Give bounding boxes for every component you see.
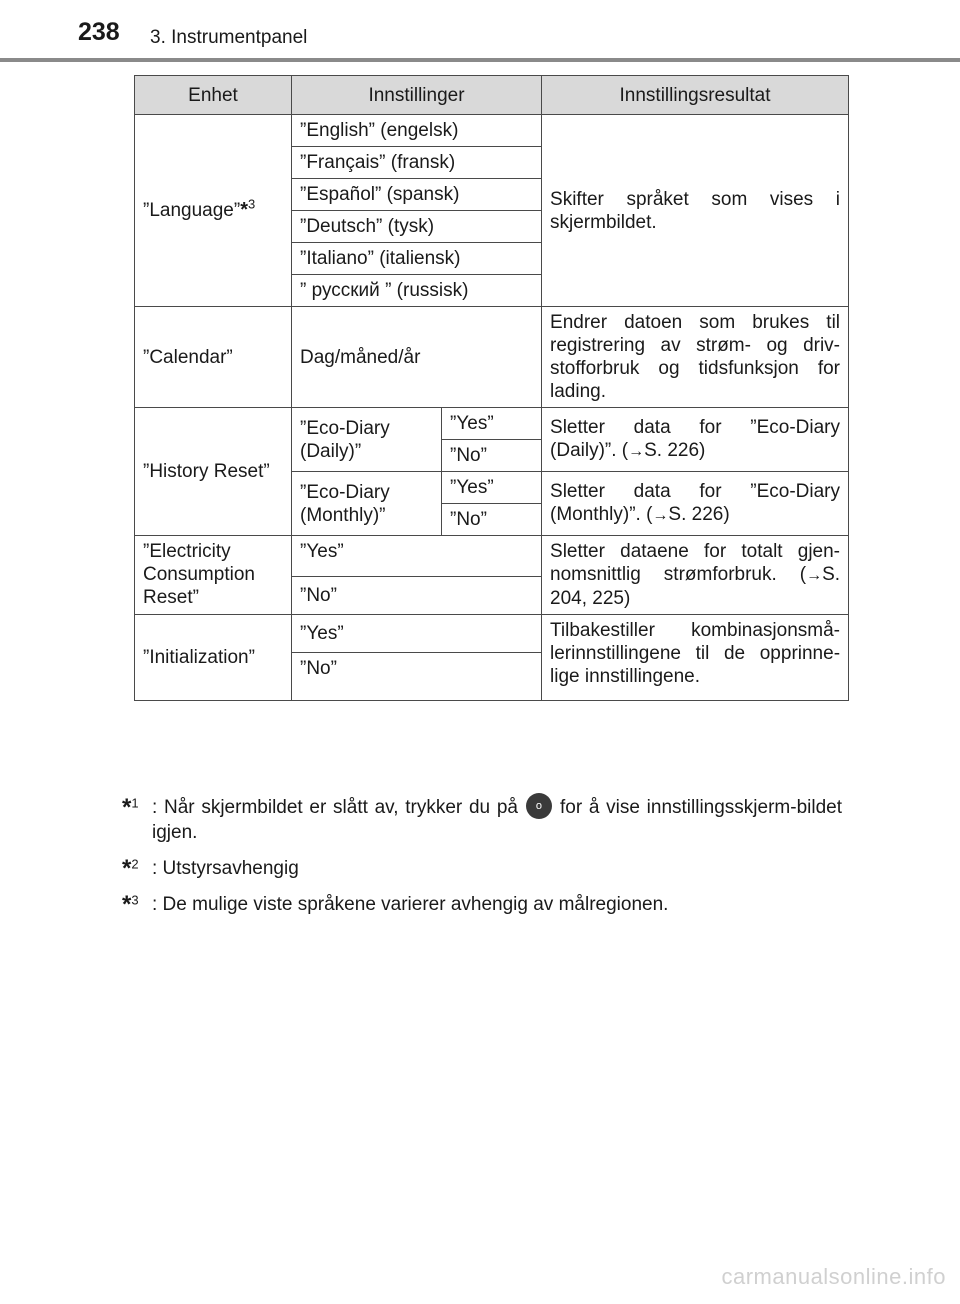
eco-diary-monthly-no: ”No”: [442, 504, 542, 536]
electricity-reset-result: Sletter dataene for totalt gjen-nomsnittlig strømforbruk. (: [550, 541, 841, 585]
header-rule: [0, 58, 960, 62]
table-row: [135, 115, 849, 147]
eco-diary-monthly-result-cell: [542, 472, 849, 536]
table-row: [135, 536, 849, 577]
language-option: ”Español” (spansk): [292, 179, 542, 211]
initialization-unit: ”Initialization”: [135, 615, 292, 701]
eco-diary-daily-no: ”No”: [442, 440, 542, 472]
initialization-result: Tilbakestiller kombinasjonsmå-lerinnstillingene til de opprinne-lige innstillingene.: [542, 615, 849, 701]
eco-diary-monthly-page-ref: S. 226): [668, 504, 730, 525]
language-option: ”Italiano” (italiensk): [292, 243, 542, 275]
calendar-result: Endrer datoen som brukes til registrering av strøm- og driv-stofforbruk og tidsfunksjon for lading.: [542, 307, 849, 408]
eco-diary-daily-page-ref: S. 226): [644, 440, 706, 461]
arrow-right-icon: →: [652, 507, 669, 524]
footnote-star-icon: *: [122, 855, 132, 882]
eco-diary-daily-yes: ”Yes”: [442, 408, 542, 440]
column-header-unit: Enhet: [135, 76, 292, 115]
footnote-2: [122, 856, 842, 881]
footnote-3-number: 3: [131, 892, 139, 908]
eco-diary-monthly-name: ”Eco-Diary (Monthly)”: [292, 472, 442, 536]
history-reset-unit: ”History Reset”: [135, 408, 292, 536]
arrow-right-icon: →: [628, 443, 645, 460]
language-option: ”Deutsch” (tysk): [292, 211, 542, 243]
table-row: [135, 615, 849, 653]
language-option: ”English” (engelsk): [292, 115, 542, 147]
eco-diary-daily-result: Sletter data for ”Eco-Diary (Daily)”. (: [550, 417, 841, 461]
eco-diary-daily-result-cell: [542, 408, 849, 472]
footnote-2-text: : Utstyrsavhengig: [152, 858, 299, 879]
eco-diary-monthly-yes: ”Yes”: [442, 472, 542, 504]
calendar-setting: Dag/måned/år: [292, 307, 542, 408]
footnotes: [122, 795, 842, 928]
column-header-result: Innstillingsresultat: [542, 76, 849, 115]
language-option: ” русский ” (russisk): [292, 275, 542, 307]
chapter-title: 3. Instrumentpanel: [150, 27, 308, 48]
page-number: 238: [78, 18, 120, 46]
footnote-2-number: 2: [131, 856, 139, 872]
footnote-star-icon: *: [122, 891, 132, 918]
footnote-3-text: : De mulige viste språkene varierer avhengig av målregionen.: [152, 894, 669, 915]
column-header-settings: Innstillinger: [292, 76, 542, 115]
footnote-1-number: 1: [131, 795, 139, 811]
calendar-unit: ”Calendar”: [135, 307, 292, 408]
footnote-2-mark: [122, 856, 139, 883]
electricity-reset-unit: ”Electricity Consumption Reset”: [135, 536, 292, 615]
initialization-no: ”No”: [292, 653, 542, 701]
display-button-icon: o: [526, 793, 552, 819]
electricity-reset-yes: ”Yes”: [292, 536, 542, 577]
footnote-1: [122, 795, 842, 845]
watermark: carmanualsonline.info: [721, 1264, 946, 1289]
table-row: [135, 408, 849, 440]
electricity-reset-no: ”No”: [292, 576, 542, 615]
language-footnote-ref: 3: [248, 196, 256, 212]
electricity-reset-page-ref: S. 204, 225): [550, 564, 841, 609]
language-unit: ”Language”: [143, 200, 241, 221]
table-header-row: [135, 76, 849, 115]
settings-table: [134, 75, 849, 701]
eco-diary-monthly-result: Sletter data for ”Eco-Diary (Monthly)”. (: [550, 481, 841, 525]
footnote-star-icon: *: [240, 199, 248, 221]
table-row: [135, 307, 849, 408]
language-result: Skifter språket som vises i skjermbildet.: [542, 115, 849, 307]
eco-diary-daily-name: ”Eco-Diary (Daily)”: [292, 408, 442, 472]
language-option: ”Français” (fransk): [292, 147, 542, 179]
footnote-1-text-before: : Når skjermbildet er slått av, trykker du på: [152, 797, 518, 818]
footnote-1-text: [152, 795, 842, 845]
footnote-3: [122, 892, 842, 917]
initialization-yes: ”Yes”: [292, 615, 542, 653]
footnote-1-mark: [122, 795, 139, 822]
footnote-3-mark: [122, 892, 139, 919]
footnote-star-icon: *: [122, 794, 132, 821]
electricity-reset-result-cell: [542, 536, 849, 615]
footnote-1-text-after: for å vise innstillingsskjerm-bildet igjen.: [152, 797, 842, 843]
language-unit-cell: [135, 115, 292, 307]
arrow-right-icon: →: [806, 567, 823, 584]
